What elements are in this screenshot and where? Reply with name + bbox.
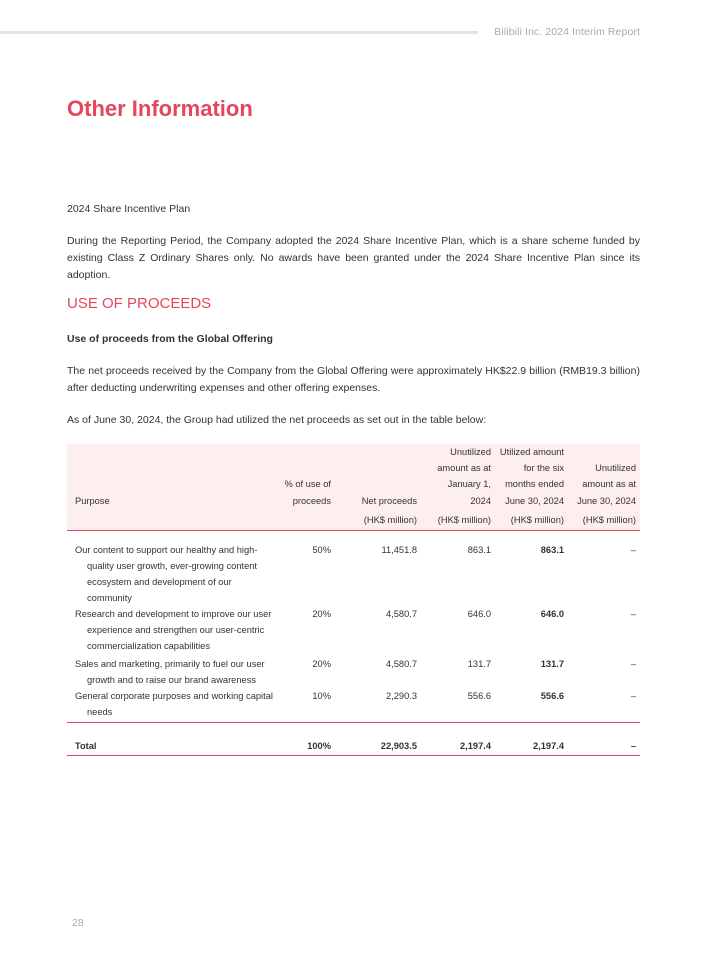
- header-rule: [0, 31, 478, 34]
- row-purpose: Research and development to improve our user experience and strengthen our user-centric commercialization capabilities: [75, 609, 272, 652]
- row-utilized: 131.7: [540, 659, 564, 670]
- page-number: 28: [72, 917, 84, 929]
- table-unit-row: [67, 512, 640, 531]
- header-net: Net proceeds: [335, 444, 421, 512]
- table-row: [67, 606, 640, 656]
- row-pct: 20%: [312, 659, 331, 670]
- row-purpose: General corporate purposes and working capital needs: [75, 691, 273, 718]
- row-unutilized-jan: 646.0: [467, 609, 491, 620]
- row-pct: 50%: [312, 545, 331, 556]
- proceeds-paragraph: The net proceeds received by the Company from the Global Offering were approximately HK$22.9 billion (RMB19.3 billion) after deducting underwriting expenses and other offering expenses.: [67, 365, 640, 394]
- share-plan-paragraph: During the Reporting Period, the Company adopted the 2024 Share Incentive Plan, which is a share scheme funded by existing Class Z Ordinary Shares only. No awards have been granted under the 2024 Share Incentive Plan since its adoption.: [67, 235, 640, 281]
- unit-net: (HK$ million): [335, 512, 421, 531]
- table-total-row: [67, 738, 640, 756]
- header-unutilized-jan: Unutilized amount as at January 1, 2024: [421, 444, 495, 512]
- table-header-row: [67, 444, 640, 512]
- header-unutilized-jun: Unutilized amount as at June 30, 2024: [568, 444, 640, 512]
- row-pct: 10%: [277, 688, 335, 723]
- row-utilized: 556.6: [495, 688, 568, 723]
- row-unutilized-jun: –: [630, 609, 636, 620]
- table-row: [67, 656, 640, 688]
- total-unutilized-jun: –: [568, 738, 640, 756]
- row-utilized: 646.0: [540, 609, 564, 620]
- row-net: 11,451.8: [381, 545, 417, 556]
- total-net: 22,903.5: [335, 738, 421, 756]
- running-header: Bilibili Inc. 2024 Interim Report: [494, 26, 640, 38]
- total-utilized: 2,197.4: [495, 738, 568, 756]
- proceeds-table-intro: As of June 30, 2024, the Group had utilized the net proceeds as set out in the table below:: [67, 414, 487, 426]
- unit-unutilized-jun: (HK$ million): [568, 512, 640, 531]
- header-pct: % of use of proceeds: [277, 444, 335, 512]
- unit-unutilized-jan: (HK$ million): [421, 512, 495, 531]
- row-utilized: 863.1: [540, 545, 564, 556]
- header-purpose: Purpose: [67, 444, 277, 512]
- row-unutilized-jan: 131.7: [467, 659, 491, 670]
- total-label: Total: [67, 738, 277, 756]
- use-of-proceeds-heading: USE OF PROCEEDS: [67, 295, 212, 312]
- table-row: [67, 542, 640, 606]
- share-plan-heading: 2024 Share Incentive Plan: [67, 203, 191, 215]
- header-utilized: Utilized amount for the six months ended June 30, 2024: [495, 444, 568, 512]
- row-net: 2,290.3: [335, 688, 421, 723]
- row-net: 4,580.7: [385, 659, 417, 670]
- row-unutilized-jun: –: [630, 545, 636, 556]
- row-pct: 20%: [312, 609, 331, 620]
- page-title: Other Information: [67, 96, 253, 121]
- table-row: [67, 688, 640, 723]
- row-unutilized-jan: 556.6: [421, 688, 495, 723]
- proceeds-table: [67, 444, 640, 756]
- row-purpose: Our content to support our healthy and high-quality user growth, ever-growing content ecosystem and development of our community: [75, 545, 258, 604]
- total-pct: 100%: [277, 738, 335, 756]
- proceeds-sub-heading: Use of proceeds from the Global Offering: [67, 333, 273, 345]
- row-unutilized-jan: 863.1: [467, 545, 491, 556]
- total-unutilized-jan: 2,197.4: [421, 738, 495, 756]
- row-purpose: Sales and marketing, primarily to fuel our user growth and to raise our brand awareness: [75, 659, 265, 686]
- row-unutilized-jun: –: [630, 659, 636, 670]
- unit-utilized: (HK$ million): [495, 512, 568, 531]
- row-net: 4,580.7: [385, 609, 417, 620]
- row-unutilized-jun: –: [568, 688, 640, 723]
